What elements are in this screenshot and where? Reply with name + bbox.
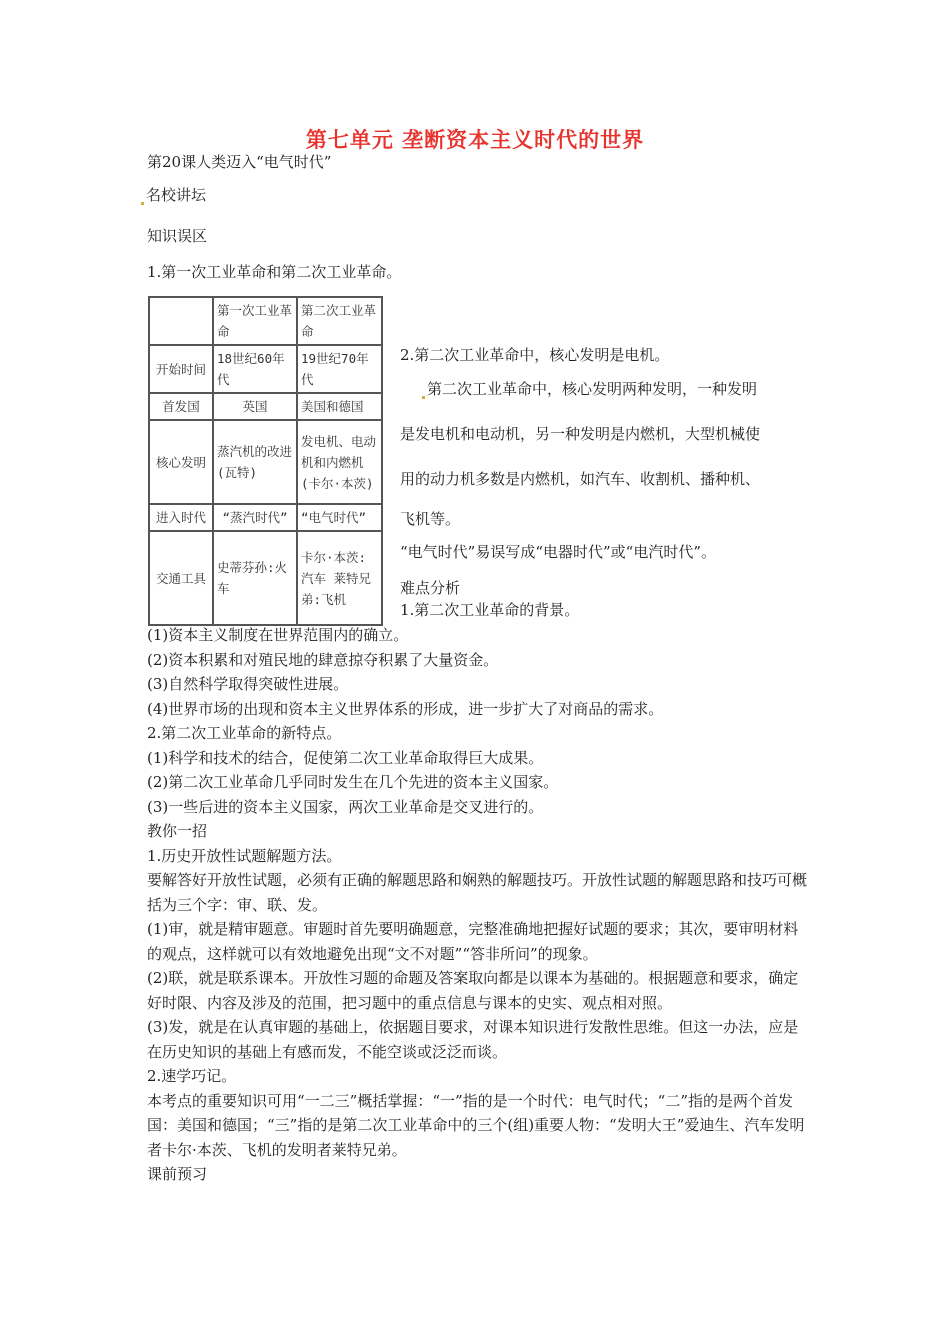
table-cell: 蒸汽机的改进(瓦特) [213,420,297,504]
table-cell [149,297,213,345]
method-item: (1)审，就是精审题意。审题时首先要明确题意，完整准确地把握好试题的要求；其次，要审明材料的观点，这样就可以有效地避免出现“文不对题”“答非所问”的现象。 [147,920,799,963]
warning-note: “电气时代”易误写成“电器时代”或“电汽时代”。 [400,543,717,561]
method-intro: 要解答好开放性试题，必须有正确的解题思路和娴熟的解题技巧。开放性试题的解题思路和技巧可概括为三个字：审、联、发。 [147,871,808,914]
list-item: (2)第二次工业革命几乎同时发生在几个先进的资本主义国家。 [147,773,559,791]
table-row-label: 核心发明 [149,420,213,504]
method-item: (2)联，就是联系课本。开放性习题的命题及答案取向都是以课本为基础的。根据题意和要求，确定好时限、内容及涉及的范围，把习题中的重点信息与课本的史实、观点相对照。 [147,969,799,1012]
paragraph-line: 用的动力机多数是内燃机，如汽车、收割机、播种机、 [400,470,761,488]
marker-dot-icon [422,396,425,399]
section-mingxiao [141,185,206,205]
method-title: 1.历史开放性试题解题方法。 [147,846,342,865]
list-item: (2)资本积累和对殖民地的肆意掠夺积累了大量资金。 [147,650,499,669]
features-title: 2.第二次工业革命的新特点。 [147,724,342,742]
table-cell: 卡尔·本茨:汽车 莱特兄弟:飞机 [297,531,382,625]
table-row-label: 交通工具 [149,531,213,625]
table-row-label: 进入时代 [149,504,213,531]
table-row [149,393,382,420]
paragraph-line: 飞机等。 [400,510,461,528]
list-item: (1)科学和技术的结合，促使第二次工业革命取得巨大成果。 [147,748,544,767]
section-jiao: 教你一招 [147,822,208,840]
list-item: (4)世界市场的出现和资本主义世界体系的形成，进一步扩大了对商品的需求。 [147,699,664,718]
section-nandian: 难点分析 [400,579,461,597]
method-item: (3)发，就是在认真审题的基础上，依据题目要求，对课本知识进行发散性思维。但这一办法，应是在历史知识的基础上有感而发，不能空谈或泛泛而谈。 [147,1018,799,1061]
section-mingxiao-label: 名校讲坛 [146,186,207,204]
paragraph-line: 是发电机和电动机，另一种发明是内燃机，大型机械使 [400,425,761,443]
table-row [149,345,382,393]
table-cell: 史蒂芬孙:火车 [213,531,297,625]
background-title: 1.第二次工业革命的背景。 [400,601,580,619]
comparison-table [148,296,383,626]
table-row [149,420,382,504]
item-2: 2.第二次工业革命中，核心发明是电机。 [400,346,670,364]
section-kqyx: 课前预习 [147,1165,208,1183]
list-item: (1)资本主义制度在世界范围内的确立。 [147,626,409,644]
lesson-heading: 第20课人类迈入“电气时代” [147,153,332,171]
memory-title: 2.速学巧记。 [147,1067,237,1085]
table-row [149,531,382,625]
paragraph-line [422,378,757,399]
table-cell: “电气时代” [297,504,382,531]
marker-dot-icon [141,202,144,205]
table-cell: 19世纪70年代 [297,345,382,393]
table-row-label: 开始时间 [149,345,213,393]
table-row [149,504,382,531]
table-row-label: 首发国 [149,393,213,420]
list-item: (3)自然科学取得突破性进展。 [147,675,349,693]
memory-text: 本考点的重要知识可用“一二三”概括掌握：“一”指的是一个时代：电气时代；“二”指的是两个首发国：美国和德国；“三”指的是第二次工业革命中的三个(组)重要人物：“发明大王”爱迪生、汽车发明者卡尔·本茨、飞机的发明者莱特兄弟。 [147,1091,805,1159]
table-cell: 发电机、电动机和内燃机(卡尔·本茨) [297,420,382,504]
table-cell: 美国和德国 [297,393,382,420]
table-cell: 18世纪60年代 [213,345,297,393]
table-row [149,297,382,345]
item-1: 1.第一次工业革命和第二次工业革命。 [147,263,402,281]
paragraph-text: 第二次工业革命中，核心发明两种发明，一种发明 [427,380,758,398]
main-body [147,623,811,1187]
table-cell: “蒸汽时代” [213,504,297,531]
table-header: 第二次工业革命 [297,297,382,345]
table-header: 第一次工业革命 [213,297,297,345]
table-cell: 英国 [213,393,297,420]
list-item: (3)一些后进的资本主义国家，两次工业革命是交叉进行的。 [147,797,544,816]
page-title: 第七单元 垄断资本主义时代的世界 [305,128,645,152]
section-zhishi: 知识误区 [147,227,208,245]
